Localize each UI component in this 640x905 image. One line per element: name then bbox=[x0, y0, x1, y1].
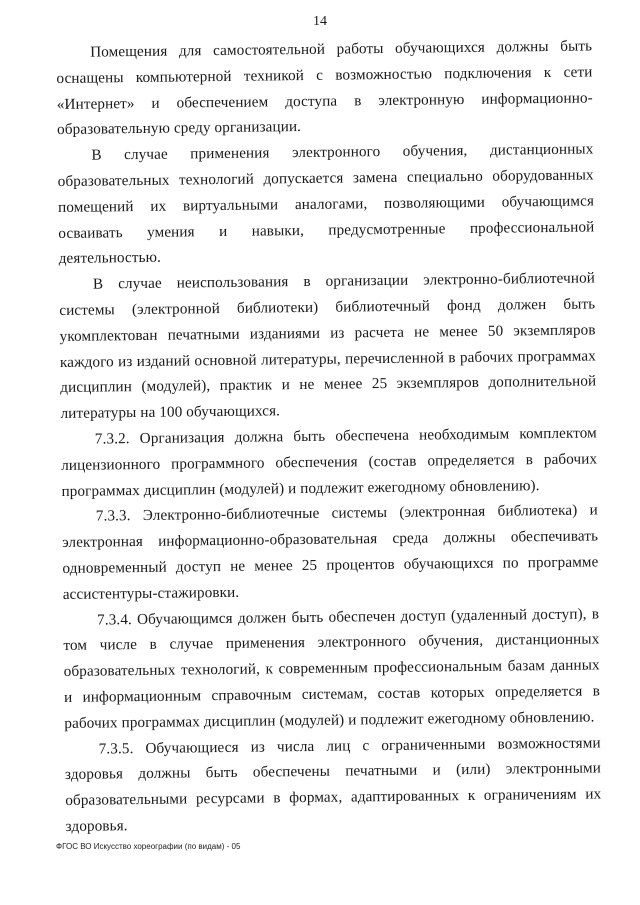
paragraph-7-3-3: 7.3.3. Электронно-библиотечные системы (электронная библиотека) и электронная информационно-образовательная среда должны обеспечивать одновременный доступ не менее 25 процентов обучающихся по программе ассистентуры-стажировки. bbox=[62, 501, 599, 603]
page-number: 14 bbox=[313, 14, 327, 29]
paragraph-premises-equipment: Помещения для самостоятельной работы обучающихся должны быть оснащены компьютерной техникой с возможностью подключения к сети «Интернет» и обеспечением доступа в электронную информационно-образовательную среду организации. bbox=[56, 37, 593, 139]
document-body bbox=[56, 33, 602, 839]
paragraph-7-3-4: 7.3.4. Обучающимся должен быть обеспечен доступ (удаленный доступ), в том числе в случае применения электронного обучения, дистанционных образовательных технологий, к современным профессиональным базам данных и информационным справочным системам, состав которых определяется в рабочих программах дисциплин (модулей) и подлежит ежегодному обновлению. bbox=[63, 604, 601, 732]
document-footer: ФГОС ВО Искусство хореографии (по видам) - 05 bbox=[56, 842, 241, 851]
paragraph-library-fund: В случае неиспользования в организации электронно-библиотечной системы (электронной библиотеки) библиотечный фонд должен быть укомплектован печатными изданиями из расчета не менее 50 экземпляров каждого из изданий основной литературы, перечисленной в рабочих программах дисциплин (модулей), практик и не менее 25 экземпляров дополнительной литературы на 100 обучающихся. bbox=[59, 269, 597, 423]
paragraph-7-3-5: 7.3.5. Обучающиеся из числа лиц с ограниченными возможностями здоровья должны быть обеспечены печатными и (или) электронными образовательными ресурсами в формах, адаптированных к ограничениям их здоровья. bbox=[64, 733, 602, 835]
paragraph-e-learning-replacement: В случае применения электронного обучения, дистанционных образовательных технологий допускается замена специально оборудованных помещений их виртуальными аналогами, позволяющими обучающимся осваивать умения и навыки, предусмотренные профессиональной деятельностью. bbox=[57, 140, 595, 268]
paragraph-7-3-2: 7.3.2. Организация должна быть обеспечена необходимым комплектом лицензионного программного обеспечения (состав определяется в рабочих программах дисциплин (модулей) и подлежит ежегодному обновлению). bbox=[61, 424, 598, 500]
